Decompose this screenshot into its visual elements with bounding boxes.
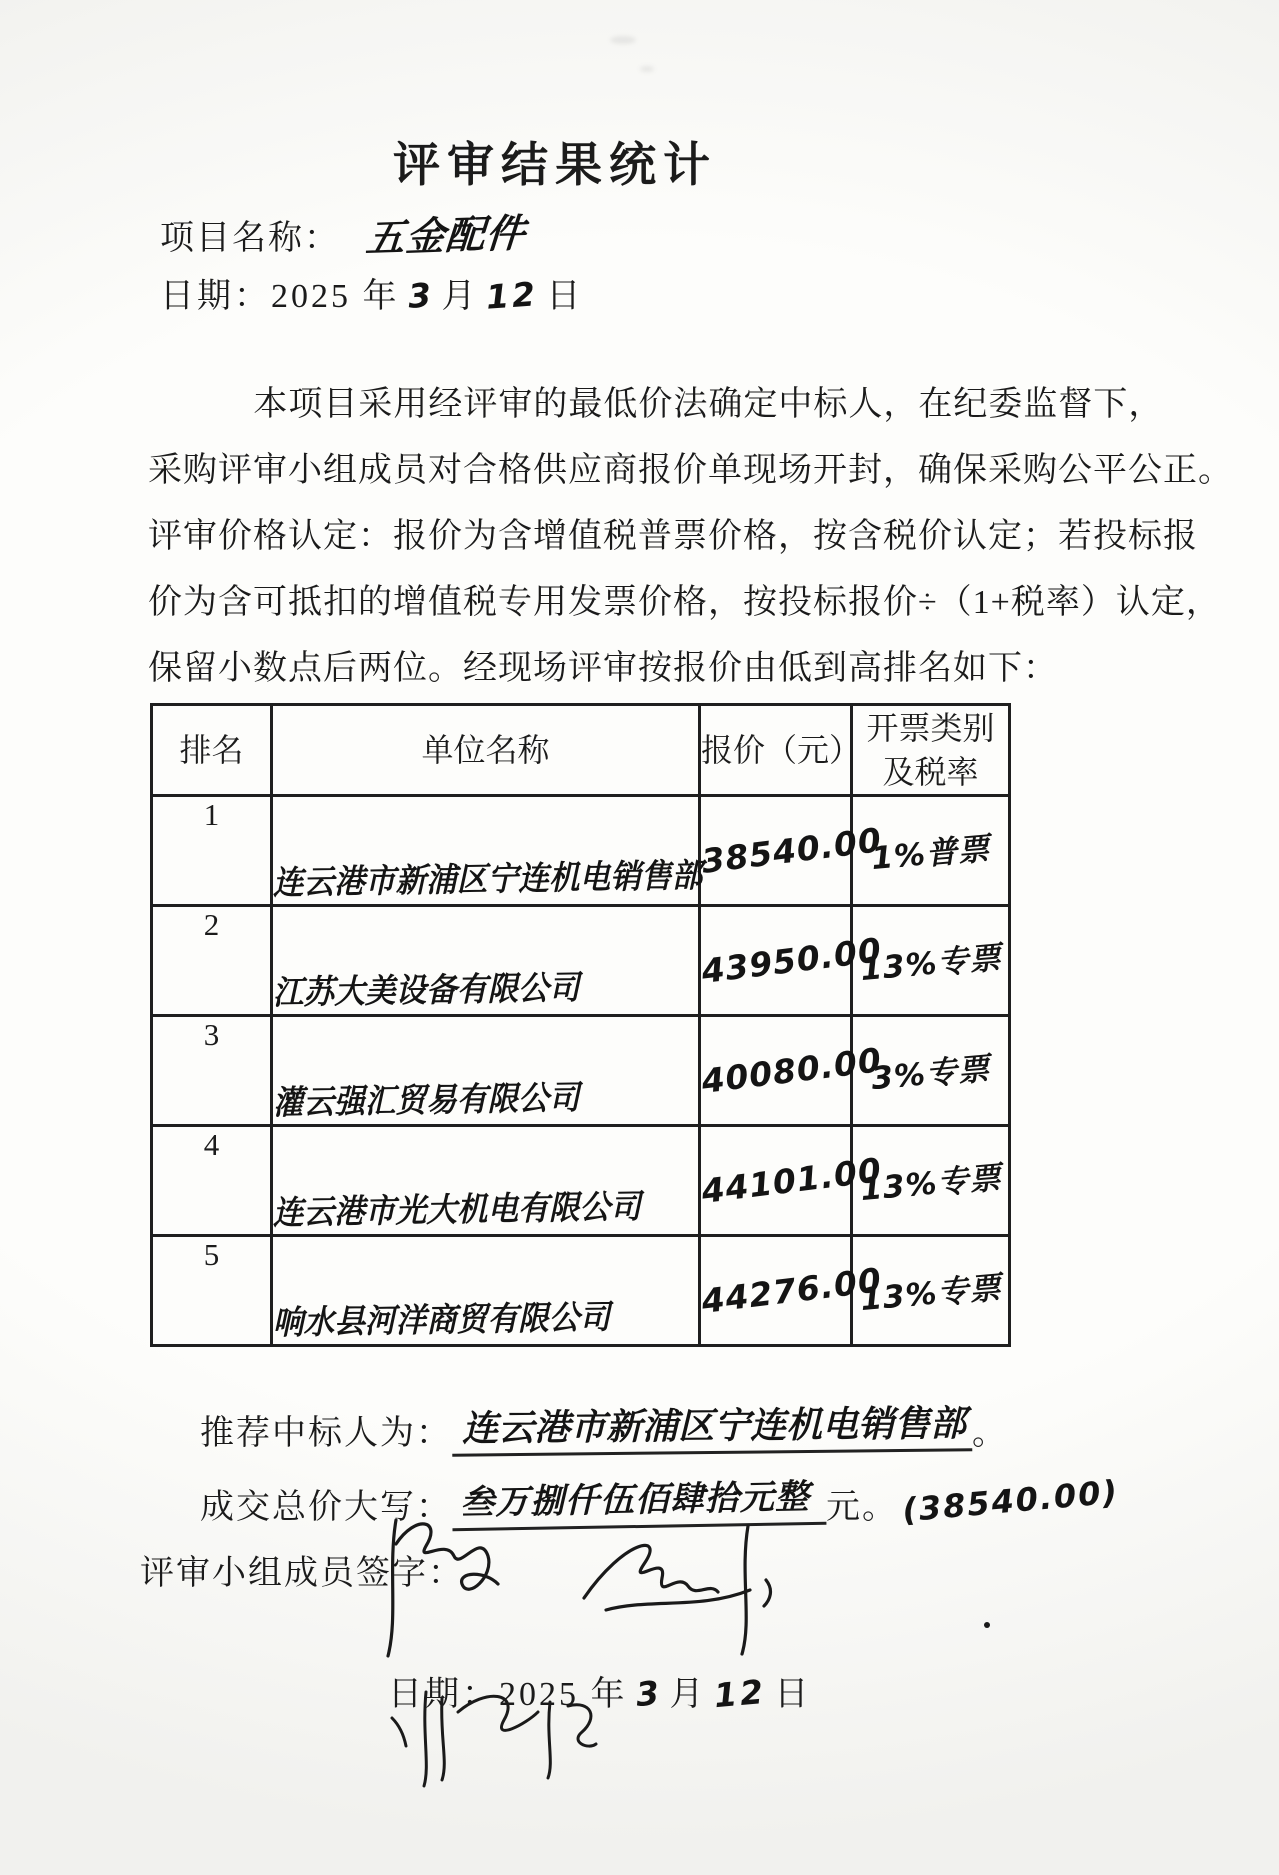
recommend-label: 推荐中标人为： [200,1415,452,1452]
col-rank-header: 排名 [152,705,272,796]
col-tax-header: 开票类别及税率 [852,705,1010,796]
scan-smudge-1 [610,36,636,44]
date-day-unit: 日 [546,278,584,315]
tax-handwriting: 3%专票 [870,1050,992,1098]
price-cell [699,1016,884,1126]
tax-cell [852,906,1010,1016]
signature-scrawl-1 [368,1512,538,1662]
project-name-label: 项目名称： [160,220,340,257]
signature-scrawl-2 [570,1512,785,1662]
company-cell [272,1016,700,1126]
date-bottom-prefix: 日期：2025 年 [388,1676,628,1713]
company-handwriting: 灌云强汇贸易有限公司 [272,1077,580,1123]
page-title: 评审结果统计 [393,140,717,192]
tax-cell [852,1016,1010,1126]
amount-value-underline: 叁万捌仟伍佰肆拾元整 [452,1469,827,1532]
rank-cell: 5 [152,1236,272,1346]
table-row [152,1016,1010,1126]
signatures [368,1512,968,1662]
col-company-header: 单位名称 [272,705,700,796]
price-handwriting: 43950.00 [699,930,884,991]
company-handwriting: 响水县河洋商贸有限公司 [272,1297,611,1343]
company-cell [272,1236,700,1346]
date-line-bottom [388,1666,811,1715]
table-row [152,1236,1010,1346]
amount-label: 成交总价大写： [200,1489,452,1526]
paragraph-line: 价为含可抵扣的增值税专用发票价格，按投标报价÷（1+税率）认定， [148,584,1221,621]
price-cell [699,906,884,1016]
paragraph-line: 保留小数点后两位。经现场评审按报价由低到高排名如下： [148,650,1058,687]
table-row [152,796,1010,906]
tax-cell [852,1126,1010,1236]
date-bottom-month-hand: 3 [633,1672,664,1715]
amount-figure: (38540.00) [900,1472,1121,1530]
rank-cell: 3 [152,1016,272,1126]
project-name-value: 五金配件 [364,211,528,262]
price-handwriting: 44101.00 [699,1150,884,1211]
paragraph-line: 评审价格认定：报价为含增值税普票价格，按含税价认定；若投标报 [148,518,1198,555]
recommend-line [200,1398,1008,1454]
company-cell [272,906,700,1016]
paragraph-line: 本项目采用经评审的最低价法确定中标人，在纪委监督下， [253,386,1164,423]
rank-cell: 4 [152,1126,272,1236]
company-handwriting: 江苏大美设备有限公司 [272,967,580,1013]
date-day-hand: 12 [485,274,540,317]
date-prefix: 日期：2025 年 [160,278,400,315]
table-row [152,906,1010,1016]
intro-paragraph [148,372,1233,702]
date-bottom-month-unit: 月 [669,1676,707,1713]
company-cell [272,796,703,906]
recommend-underline-value: 连云港市新浦区宁连机电销售部 [452,1395,973,1456]
date-bottom-day-unit: 日 [774,1676,812,1713]
tax-cell [852,796,1010,906]
tax-handwriting: 13%专票 [858,1269,1003,1319]
company-handwriting: 连云港市光大机电有限公司 [272,1186,642,1233]
recommend-period: 。 [972,1415,1009,1452]
amount-unit: 元。 [826,1489,898,1526]
price-cell [699,1236,884,1346]
tax-handwriting: 1%普票 [870,830,992,878]
results-table-body [152,796,1010,1346]
tax-cell [852,1236,1010,1346]
price-handwriting: 40080.00 [699,1040,884,1101]
price-cell [699,1126,884,1236]
rank-cell: 2 [152,906,272,1016]
sign-label: 评审小组成员签字： [140,1555,464,1592]
project-name-line [160,205,526,261]
price-handwriting: 38540.00 [699,820,884,881]
table-row [152,1126,1010,1236]
company-handwriting: 连云港市新浦区宁连机电销售部 [272,855,703,903]
price-cell [699,796,884,906]
paragraph-line: 采购评审小组成员对合格供应商报价单现场开封，确保采购公平公正。 [148,452,1233,489]
signature-end-dot [984,1622,990,1628]
date-month-hand: 3 [406,275,435,316]
price-handwriting: 44276.00 [699,1260,884,1321]
date-bottom-day-hand: 12 [712,1671,769,1716]
results-table [150,703,1011,1347]
date-line-top [160,268,583,317]
table-header-row [152,705,1010,796]
scan-smudge-2 [640,66,654,72]
col-price-header: 报价（元） [700,705,852,796]
rank-cell: 1 [152,796,272,906]
company-cell [272,1126,700,1236]
date-month-unit: 月 [441,278,479,315]
tax-handwriting: 13%专票 [858,1159,1003,1209]
tax-handwriting: 13%专票 [858,939,1003,989]
